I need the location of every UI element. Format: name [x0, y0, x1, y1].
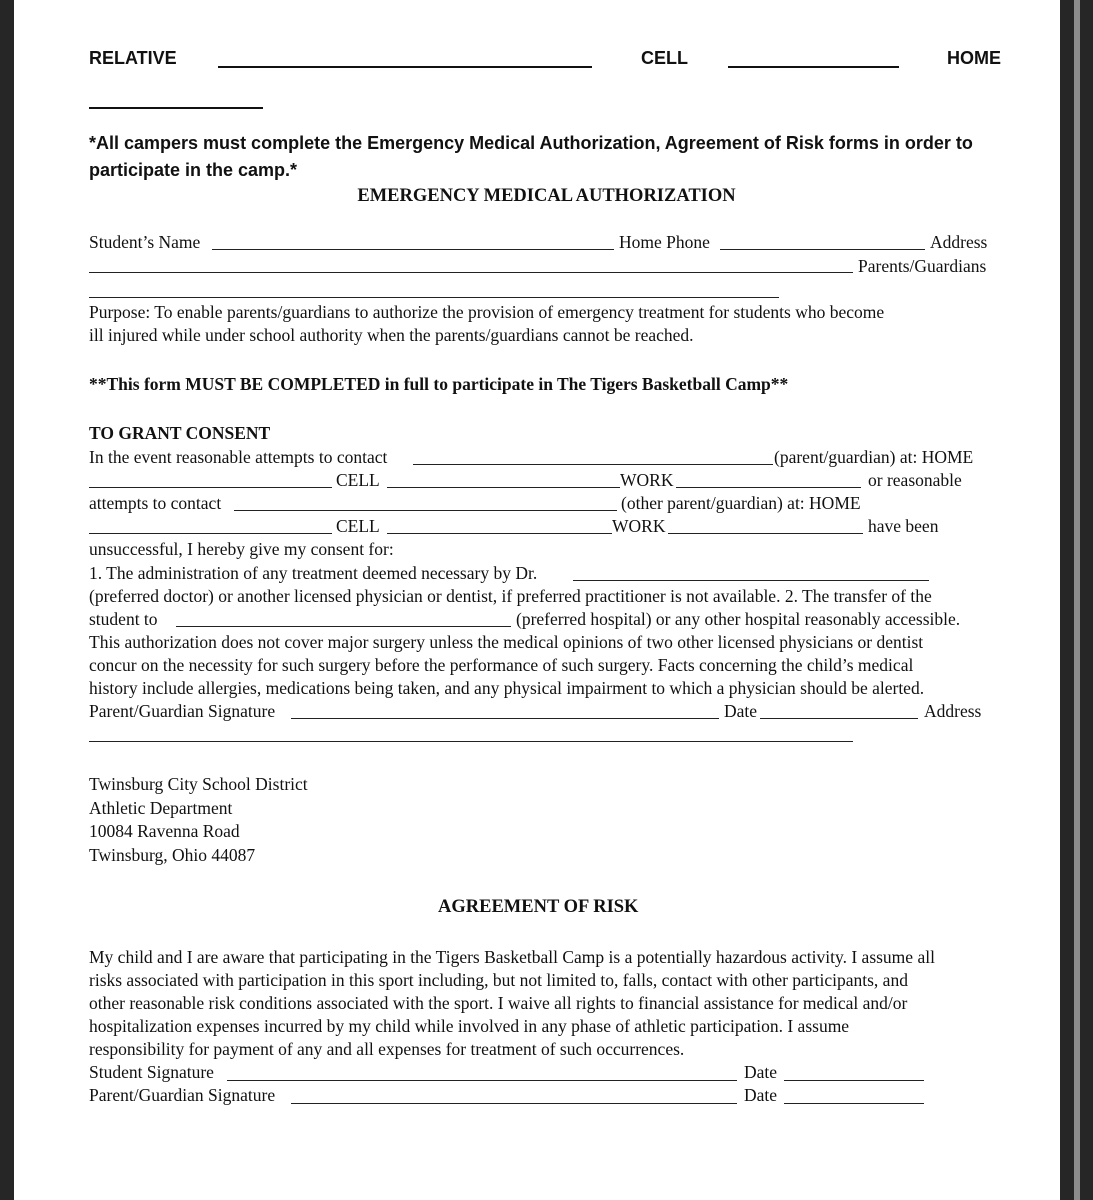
other-work-field[interactable]	[668, 533, 863, 534]
consent-line-3b: (other parent/guardian) at: HOME	[621, 493, 861, 513]
risk-parent-signature-field[interactable]	[291, 1103, 737, 1104]
consent-line-1a: In the event reasonable attempts to contact	[89, 447, 388, 467]
other-parent-name-field[interactable]	[234, 510, 617, 511]
home-label: HOME	[947, 48, 1001, 68]
parent-home-field[interactable]	[89, 487, 332, 488]
consent-line-5: unsuccessful, I hereby give my consent for:	[89, 539, 394, 559]
consent-line-6: 1. The administration of any treatment deemed necessary by Dr.	[89, 563, 538, 583]
risk-line-1: My child and I are aware that participating in the Tigers Basketball Camp is a potentially hazardous activity. I assume all	[89, 947, 935, 967]
risk-title: AGREEMENT OF RISK	[438, 897, 639, 917]
work-label-1: WORK	[620, 470, 674, 490]
page-edge	[1074, 0, 1080, 1200]
ema-title: EMERGENCY MEDICAL AUTHORIZATION	[357, 186, 736, 206]
consent-heading: TO GRANT CONSENT	[89, 423, 271, 443]
relative-field[interactable]	[218, 66, 592, 68]
district-line-2: Athletic Department	[89, 798, 233, 818]
cell-label-1: CELL	[336, 470, 380, 490]
preferred-hospital-field[interactable]	[176, 626, 511, 627]
purpose-line-2: ill injured while under school authority when the parents/guardians cannot be reached.	[89, 325, 694, 345]
consent-line-9: This authorization does not cover major surgery unless the medical opinions of two other licensed physicians or dentist	[89, 632, 924, 652]
cell-label: CELL	[641, 48, 688, 68]
risk-parent-date-field[interactable]	[784, 1103, 924, 1104]
students-name-label: Student’s Name	[89, 232, 201, 252]
risk-parent-signature-label: Parent/Guardian Signature	[89, 1085, 276, 1105]
risk-line-2: risks associated with participation in this sport including, but not limited to, falls, contact with other participants, and	[89, 970, 908, 990]
cell-label-2: CELL	[336, 516, 380, 536]
consent-line-2c: or reasonable	[868, 470, 962, 490]
parents-guardians-field[interactable]	[89, 297, 779, 298]
other-home-field[interactable]	[89, 533, 332, 534]
cell-field[interactable]	[728, 66, 899, 68]
notice-line-1: *All campers must complete the Emergency Medical Authorization, Agreement of Risk forms in order to	[89, 133, 973, 153]
parent-signature-field[interactable]	[291, 718, 719, 719]
work-label-2: WORK	[612, 516, 666, 536]
student-signature-field[interactable]	[227, 1080, 737, 1081]
consent-line-8b: (preferred hospital) or any other hospital reasonably accessible.	[516, 609, 961, 629]
address-field[interactable]	[89, 272, 853, 273]
consent-line-10: concur on the necessity for such surgery before the performance of such surgery. Facts concerning the child’s medical	[89, 655, 914, 675]
parents-guardians-label: Parents/Guardians	[858, 256, 987, 276]
district-line-3: 10084 Ravenna Road	[89, 821, 240, 841]
student-date-label: Date	[744, 1062, 778, 1082]
notice-line-2: participate in the camp.*	[89, 160, 298, 180]
student-date-field[interactable]	[784, 1080, 924, 1081]
risk-line-4: hospitalization expenses incurred by my child while involved in any phase of athletic participation. I assume	[89, 1016, 850, 1036]
home-phone-label: Home Phone	[619, 232, 710, 252]
date-field-1[interactable]	[760, 718, 918, 719]
address-label-2: Address	[924, 701, 982, 721]
date-label-1: Date	[724, 701, 758, 721]
consent-line-8a: student to	[89, 609, 158, 629]
purpose-line-1: Purpose: To enable parents/guardians to authorize the provision of emergency treatment for students who become	[89, 302, 885, 322]
consent-line-1b: (parent/guardian) at: HOME	[774, 447, 974, 467]
consent-line-7: (preferred doctor) or another licensed physician or dentist, if preferred practitioner is not available. 2. The transfer of the	[89, 586, 932, 606]
consent-line-4c: have been	[868, 516, 939, 536]
home-phone-field[interactable]	[720, 249, 925, 250]
other-cell-field[interactable]	[387, 533, 612, 534]
district-line-1: Twinsburg City School District	[89, 774, 308, 794]
consent-line-11: history include allergies, medications being taken, and any physical impairment to which a physician should be alerted.	[89, 678, 925, 698]
district-line-4: Twinsburg, Ohio 44087	[89, 845, 256, 865]
parent-signature-label: Parent/Guardian Signature	[89, 701, 276, 721]
address-field-2[interactable]	[89, 741, 853, 742]
risk-line-3: other reasonable risk conditions associated with the sport. I waive all rights to financial assistance for medical and/or	[89, 993, 908, 1013]
home-field[interactable]	[89, 107, 263, 109]
parent-cell-field[interactable]	[387, 487, 620, 488]
address-label: Address	[930, 232, 988, 252]
students-name-field[interactable]	[212, 249, 614, 250]
must-complete-notice: **This form MUST BE COMPLETED in full to participate in The Tigers Basketball Camp**	[89, 374, 789, 394]
student-signature-label: Student Signature	[89, 1062, 214, 1082]
consent-line-3a: attempts to contact	[89, 493, 222, 513]
parent-guardian-name-field[interactable]	[413, 464, 773, 465]
risk-parent-date-label: Date	[744, 1085, 778, 1105]
risk-line-5: responsibility for payment of any and all expenses for treatment of such occurrences.	[89, 1039, 685, 1059]
relative-label: RELATIVE	[89, 48, 177, 68]
preferred-doctor-field[interactable]	[573, 580, 929, 581]
parent-work-field[interactable]	[676, 487, 861, 488]
